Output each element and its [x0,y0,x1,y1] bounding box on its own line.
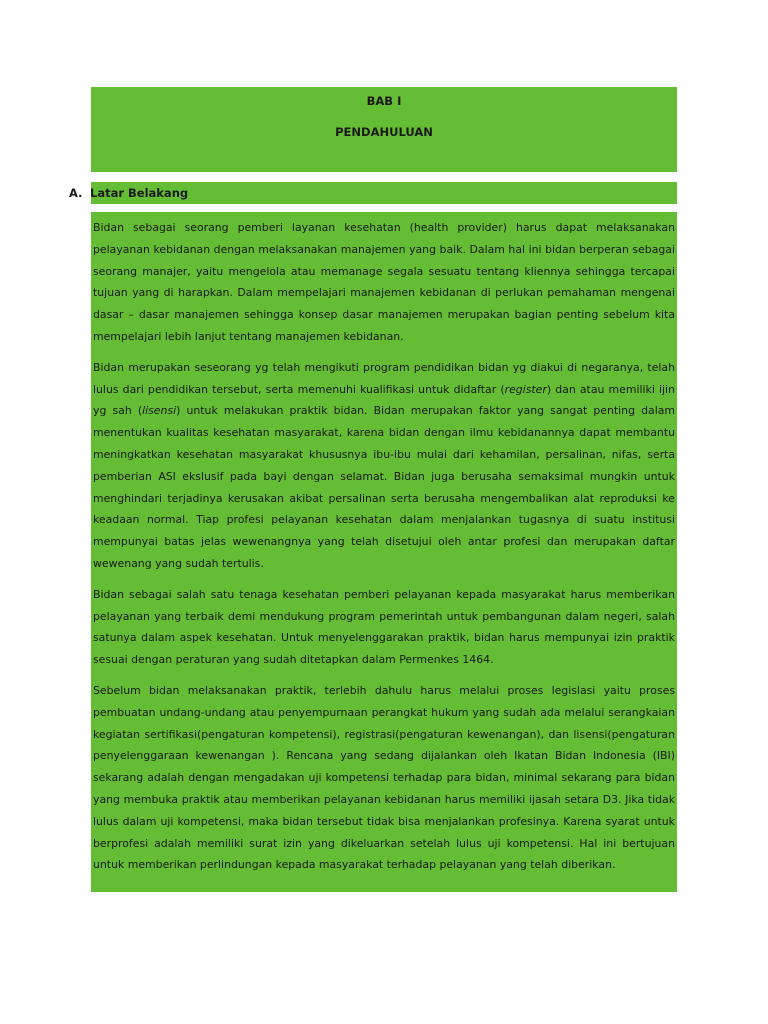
section-title: Latar Belakang [90,186,189,200]
chapter-number: BAB I [366,94,402,108]
paragraph-2-part-a: Bidan merupakan seseorang yg telah mengikuti program pendidikan bidan yg diakui di negaranya, telah lulus dari pendidikan tersebut, serta memenuhi kualifikasi untuk didaftar ( [93,360,675,396]
chapter-title: PENDAHULUAN [335,125,433,139]
term-register: register [504,382,547,396]
paragraph-1: Bidan sebagai seorang pemberi layanan kesehatan (health provider) harus dapat melaksanakan pelayanan kebidanan dengan melaksanakan manajemen yang baik. Dalam hal ini bidan berperan sebagai seorang manajer, yaitu mengelola atau memanage segala sesuatu tentang kliennya sehingga tercapai tujuan yang di harapkan. Dalam mempelajari manajemen kebidanan di perlukan pemahaman mengenai dasar – dasar manajemen sehingga konsep dasar manajemen merupakan bagian penting sebelum kita mempelajari lebih lanjut tentang manajemen kebidanan. [93,221,675,343]
paragraph-2-part-c: ) untuk melakukan praktik bidan. Bidan merupakan faktor yang sangat penting dalam menentukan kualitas kesehatan masyarakat, karena bidan dengan ilmu kebidanannya dapat membantu meningkatkan kesehatan masyarakat khususnya ibu-ibu mulai dari kehamilan, persalinan, nifas, serta pemberian ASI ekslusif pada bayi dengan selamat. Bidan juga berusaha semaksimal mungkin untuk menghindari terjadinya kerusakan akibat persalinan serta berusaha mengembalikan alat reproduksi ke keadaan normal. Tiap profesi pelayanan kesehatan dalam menjalankan tugasnya di suatu institusi mempunyai batas jelas wewenangnya yang telah disetujui oleh antar profesi dan merupakan daftar wewenang yang sudah tertulis. [93,404,675,570]
paragraph-4: Sebelum bidan melaksanakan praktik, terlebih dahulu harus melalui proses legislasi yaitu proses pembuatan undang-undang atau penyempurnaan perangkat hukum yang sudah ada melalui serangkaian kegiatan sertifikasi(pengaturan kompetensi), registrasi(pengaturan kewenangan), dan lisensi(pengaturan penyelenggaraan kewenangan ). Rencana yang sedang dijalankan oleh Ikatan Bidan Indonesia (IBI) sekarang adalah dengan mengadakan uji kompetensi terhadap para bidan, minimal sekarang para bidan yang membuka praktik atau memberikan pelayanan kebidanan harus memiliki ijasah setara D3. Jika tidak lulus dalam uji kompetensi, maka bidan tersebut tidak bisa menjalankan profesinya. Karena syarat untuk berprofesi adalah memiliki surat izin yang dikeluarkan setelah lulus uji kompetensi. Hal ini bertujuan untuk memberikan perlindungan kepada masyarakat terhadap pelayanan yang telah diberikan. [93,683,675,872]
paragraph-3: Bidan sebagai salah satu tenaga kesehatan pemberi pelayanan kepada masyarakat harus memberikan pelayanan yang terbaik demi mendukung program pemerintah untuk pembangunan dalam negeri, salah satunya dalam aspek kesehatan. Untuk menyelenggarakan praktik, bidan harus mempunyai izin praktik sesuai dengan peraturan yang sudah ditetapkan dalam Permenkes 1464. [93,587,675,667]
body-text-block [91,212,677,892]
section-heading [69,186,188,200]
section-number: A. [69,186,83,200]
term-lisensi: lisensi [142,404,177,418]
paragraph-2-part-b: ) dan atau memiliki ijin yg sah ( [93,382,675,418]
paragraph-2 [93,357,675,575]
chapter-title-block [91,87,677,172]
